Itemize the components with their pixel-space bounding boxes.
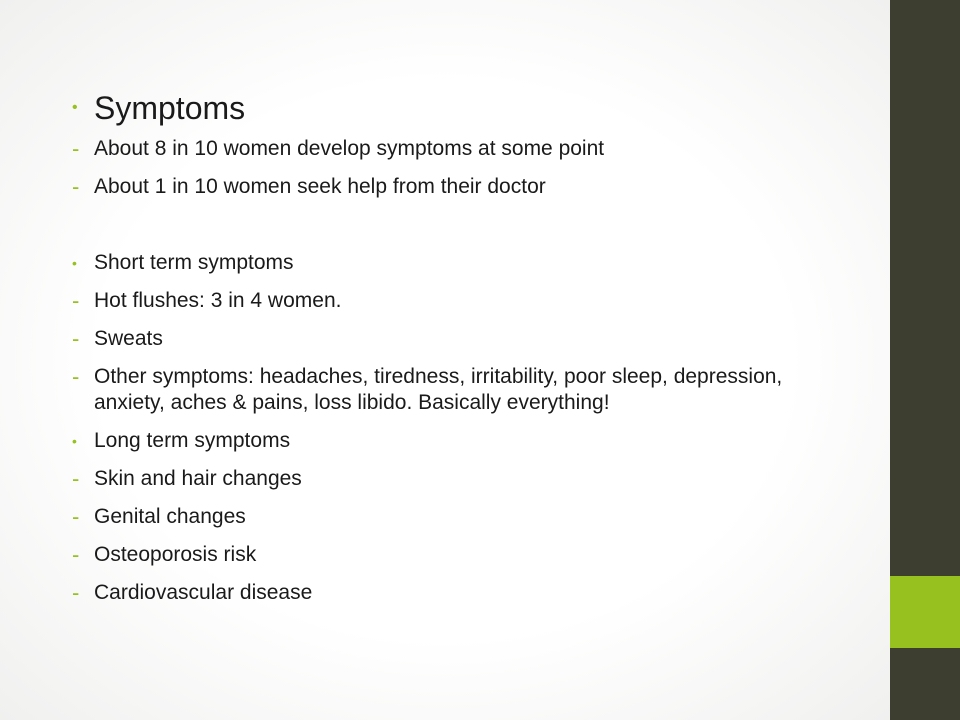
short-term-heading xyxy=(72,250,862,276)
long-term-item-text: Genital changes xyxy=(94,505,246,528)
intro-item xyxy=(72,136,862,162)
slide-title xyxy=(72,84,862,132)
short-term-item xyxy=(72,326,862,352)
dash-icon: - xyxy=(72,580,80,605)
short-term-item xyxy=(72,288,862,314)
long-term-item-text: Skin and hair changes xyxy=(94,467,302,490)
slide-content xyxy=(72,84,862,618)
bullet-icon: • xyxy=(72,433,77,449)
spacer xyxy=(72,212,862,250)
dash-icon: - xyxy=(72,174,80,199)
long-term-item-text: Osteoporosis risk xyxy=(94,543,257,566)
dash-icon: - xyxy=(72,542,80,567)
dash-icon: - xyxy=(72,136,80,161)
long-term-heading-text: Long term symptoms xyxy=(94,429,291,452)
slide-title-text: Symptoms xyxy=(94,90,246,126)
long-term-item xyxy=(72,580,862,606)
bullet-icon: • xyxy=(72,255,77,271)
short-term-item xyxy=(72,364,794,416)
intro-item-text: About 1 in 10 women seek help from their doctor xyxy=(94,175,546,198)
dash-icon: - xyxy=(72,504,80,529)
dash-icon: - xyxy=(72,288,80,313)
short-term-item-text: Other symptoms: headaches, tiredness, irritability, poor sleep, depression, anxiety, aches & pains, loss libido. Basically everything! xyxy=(94,365,783,414)
long-term-item xyxy=(72,466,862,492)
long-term-heading xyxy=(72,428,862,454)
short-term-heading-text: Short term symptoms xyxy=(94,251,294,274)
dash-icon: - xyxy=(72,326,80,351)
short-term-item-text: Hot flushes: 3 in 4 women. xyxy=(94,289,342,312)
short-term-item-text: Sweats xyxy=(94,327,163,350)
intro-item xyxy=(72,174,862,200)
long-term-item xyxy=(72,542,862,568)
intro-item-text: About 8 in 10 women develop symptoms at some point xyxy=(94,137,605,160)
dash-icon: - xyxy=(72,364,80,389)
bullet-icon: • xyxy=(72,99,78,116)
long-term-item xyxy=(72,504,862,530)
dash-icon: - xyxy=(72,466,80,491)
accent-block-decoration xyxy=(890,576,960,648)
long-term-item-text: Cardiovascular disease xyxy=(94,581,313,604)
